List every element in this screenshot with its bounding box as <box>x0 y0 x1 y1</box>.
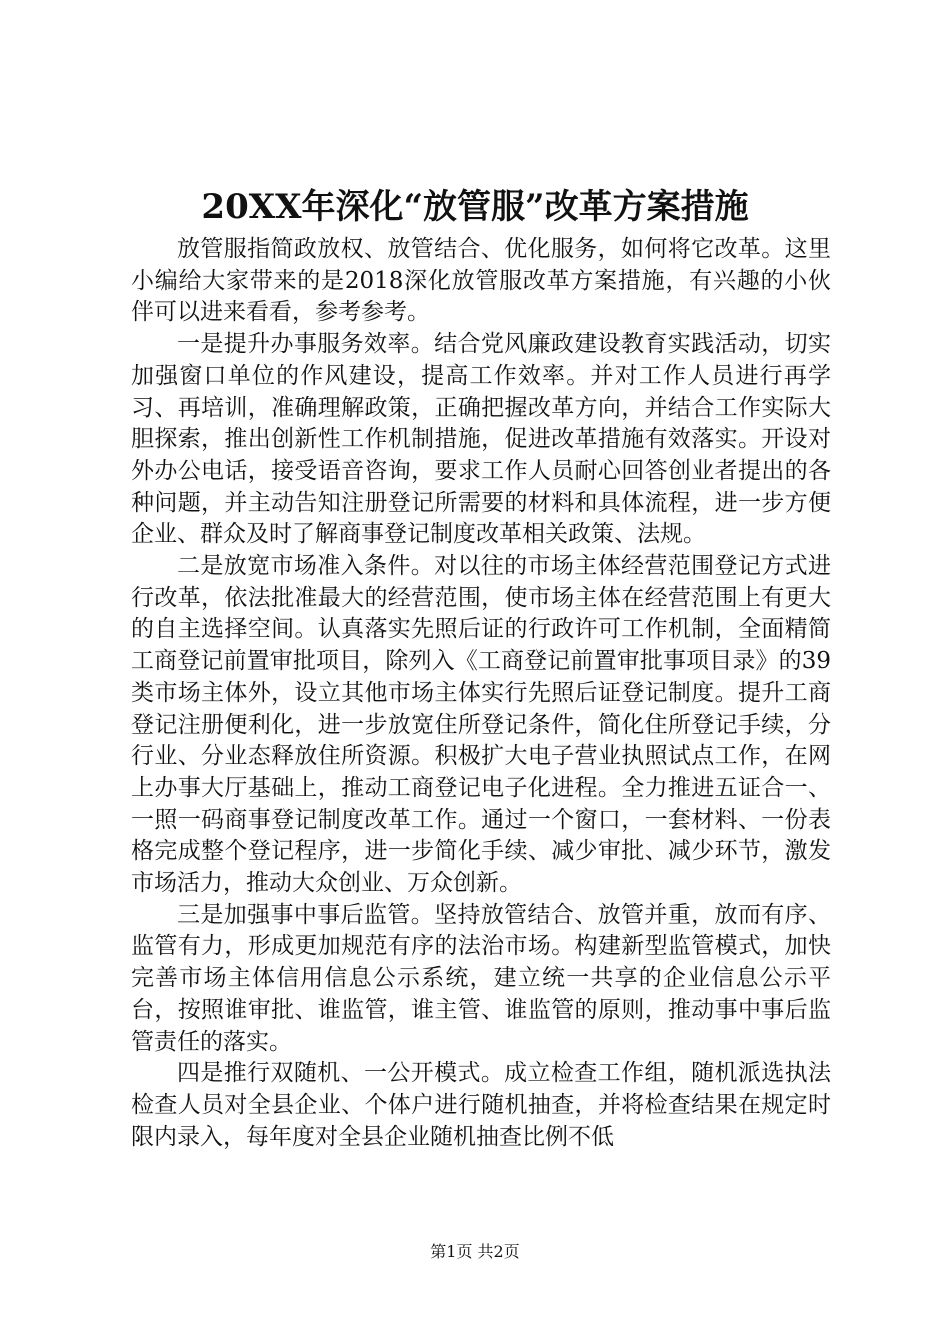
document-body <box>131 234 831 1153</box>
page-footer: 第1页 共2页 <box>430 1242 520 1261</box>
paragraph-item-4: 四是推行双随机、一公开模式。成立检查工作组，随机派选执法检查人员对全县企业、个体户进行随机抽查，并将检查结果在规定时限内录入，每年度对全县企业随机抽查比例不低 <box>131 1060 831 1150</box>
paragraph-item-2: 二是放宽市场准入条件。对以往的市场主体经营范围登记方式进行改革，依法批准最大的经营范围，使市场主体在经营范围上有更大的自主选择空间。认真落实先照后证的行政许可工作机制，全面精简工商登记前置审批项目，除列入《工商登记前置审批事项目录》的39类市场主体外，设立其他市场主体实行先照后证登记制度。提升工商登记注册便利化，进一步放宽住所登记条件，简化住所登记手续，分行业、分业态释放住所资源。积极扩大电子营业执照试点工作，在网上办事大厅基础上，推动工商登记电子化进程。全力推进五证合一、一照一码商事登记制度改革工作。通过一个窗口，一套材料、一份表格完成整个登记程序，进一步简化手续、减少审批、减少环节，激发市场活力，推动大众创业、万众创新。 <box>131 553 831 897</box>
paragraph-item-3: 三是加强事中事后监管。坚持放管结合、放管并重，放而有序、监管有力，形成更加规范有序的法治市场。构建新型监管模式，加快完善市场主体信用信息公示系统，建立统一共享的企业信息公示平台，按照谁审批、谁监管，谁主管、谁监管的原则，推动事中事后监管责任的落实。 <box>131 901 831 1055</box>
document-title: 20XX年深化“放管服”改革方案措施 <box>201 187 749 227</box>
paragraph-intro: 放管服指简政放权、放管结合、优化服务，如何将它改革。这里小编给大家带来的是2018深化放管服改革方案措施，有兴趣的小伙伴可以进来看看，参考参考。 <box>131 236 831 326</box>
paragraph-item-1: 一是提升办事服务效率。结合党风廉政建设教育实践活动，切实加强窗口单位的作风建设，提高工作效率。并对工作人员进行再学习、再培训，准确理解政策，正确把握改革方向，并结合工作实际大胆探索，推出创新性工作机制措施，促进改革措施有效落实。开设对外办公电话，接受语音咨询，要求工作人员耐心回答创业者提出的各种问题，并主动告知注册登记所需要的材料和具体流程，进一步方便企业、群众及时了解商事登记制度改革相关政策、法规。 <box>131 331 831 548</box>
